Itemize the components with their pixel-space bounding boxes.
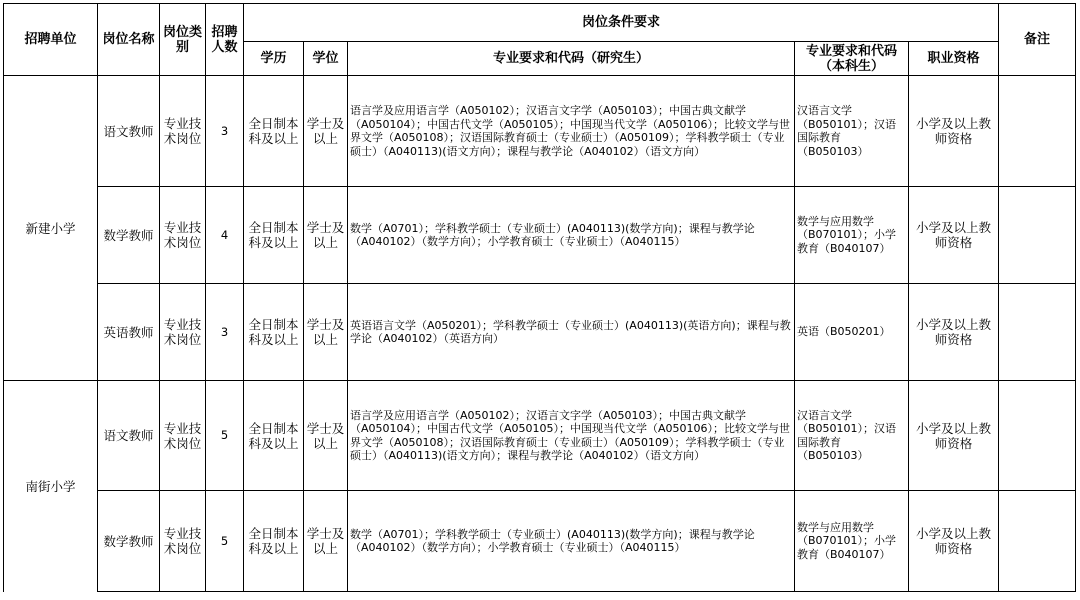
header-major-grad: 专业要求和代码（研究生） — [348, 42, 795, 76]
recruitment-table — [3, 3, 1076, 592]
position-type-cell: 专业技术岗位 — [160, 187, 206, 284]
position-name-cell: 数学教师 — [98, 187, 160, 284]
major-undergrad-cell: 数学与应用数学（B070101）；小学教育（B040107） — [795, 187, 909, 284]
degree-cell: 学士及以上 — [304, 187, 348, 284]
position-name-cell: 语文教师 — [98, 381, 160, 491]
header-hire-count: 招聘人数 — [206, 4, 244, 76]
education-cell: 全日制本科及以上 — [244, 491, 304, 592]
remarks-cell — [999, 381, 1076, 491]
education-cell: 全日制本科及以上 — [244, 381, 304, 491]
major-undergrad-cell: 英语（B050201） — [795, 284, 909, 381]
header-position-name: 岗位名称 — [98, 4, 160, 76]
major-grad-cell: 语言学及应用语言学（A050102）；汉语言文字学（A050103）；中国古典文献学（A050104）；中国古代文学（A050105）；中国现当代文学（A050106）；比较文学与世界文学（A050108）；汉语国际教育硕士（专业硕士）（A050109）；学科教学硕士（专业硕士）（A040113)(语文方向）；课程与教学论（A040102）（语文方向） — [348, 381, 795, 491]
header-conditions: 岗位条件要求 — [244, 4, 999, 42]
position-name-cell: 英语教师 — [98, 284, 160, 381]
major-undergrad-cell: 汉语言文学（B050101）；汉语国际教育（B050103） — [795, 76, 909, 187]
hire-count-cell: 4 — [206, 187, 244, 284]
header-education: 学历 — [244, 42, 304, 76]
hire-count-cell: 3 — [206, 76, 244, 187]
remarks-cell — [999, 491, 1076, 592]
position-type-cell: 专业技术岗位 — [160, 76, 206, 187]
major-grad-cell: 语言学及应用语言学（A050102）；汉语言文字学（A050103）；中国古典文献学（A050104）；中国古代文学（A050105）；中国现当代文学（A050106）；比较文学与世界文学（A050108）；汉语国际教育硕士（专业硕士）（A050109）；学科教学硕士（专业硕士）（A040113)(语文方向）；课程与教学论（A040102）（语文方向） — [348, 76, 795, 187]
degree-cell: 学士及以上 — [304, 76, 348, 187]
degree-cell: 学士及以上 — [304, 381, 348, 491]
table-row — [4, 381, 1076, 491]
header-qualification: 职业资格 — [909, 42, 999, 76]
remarks-cell — [999, 284, 1076, 381]
qualification-cell: 小学及以上教师资格 — [909, 491, 999, 592]
major-undergrad-cell: 数学与应用数学（B070101）；小学教育（B040107） — [795, 491, 909, 592]
unit-cell: 新建小学 — [4, 76, 98, 381]
table-row — [4, 491, 1076, 592]
major-grad-cell: 数学（A0701）；学科教学硕士（专业硕士）(A040113)(数学方向)；课程与教学论（A040102）（数学方向）；小学教育硕士（专业硕士）（A040115） — [348, 187, 795, 284]
education-cell: 全日制本科及以上 — [244, 187, 304, 284]
education-cell: 全日制本科及以上 — [244, 284, 304, 381]
major-grad-cell: 英语语言文学（A050201）；学科教学硕士（专业硕士）(A040113)(英语方向)；课程与教学论（A040102）（英语方向） — [348, 284, 795, 381]
major-undergrad-cell: 汉语言文学（B050101）；汉语国际教育（B050103） — [795, 381, 909, 491]
table-row — [4, 284, 1076, 381]
degree-cell: 学士及以上 — [304, 284, 348, 381]
unit-cell: 南街小学 — [4, 381, 98, 592]
qualification-cell: 小学及以上教师资格 — [909, 381, 999, 491]
table-row — [4, 187, 1076, 284]
position-type-cell: 专业技术岗位 — [160, 284, 206, 381]
hire-count-cell: 3 — [206, 284, 244, 381]
header-degree: 学位 — [304, 42, 348, 76]
table-row — [4, 76, 1076, 187]
position-name-cell: 语文教师 — [98, 76, 160, 187]
qualification-cell: 小学及以上教师资格 — [909, 284, 999, 381]
remarks-cell — [999, 76, 1076, 187]
position-type-cell: 专业技术岗位 — [160, 381, 206, 491]
header-unit: 招聘单位 — [4, 4, 98, 76]
remarks-cell — [999, 187, 1076, 284]
qualification-cell: 小学及以上教师资格 — [909, 76, 999, 187]
header-remarks: 备注 — [999, 4, 1076, 76]
position-type-cell: 专业技术岗位 — [160, 491, 206, 592]
education-cell: 全日制本科及以上 — [244, 76, 304, 187]
degree-cell: 学士及以上 — [304, 491, 348, 592]
header-major-undergrad: 专业要求和代码（本科生） — [795, 42, 909, 76]
position-name-cell: 数学教师 — [98, 491, 160, 592]
header-position-type: 岗位类别 — [160, 4, 206, 76]
qualification-cell: 小学及以上教师资格 — [909, 187, 999, 284]
major-grad-cell: 数学（A0701）；学科教学硕士（专业硕士）(A040113)(数学方向)；课程与教学论（A040102）（数学方向）；小学教育硕士（专业硕士）（A040115） — [348, 491, 795, 592]
header-row-1 — [4, 4, 1076, 42]
hire-count-cell: 5 — [206, 491, 244, 592]
hire-count-cell: 5 — [206, 381, 244, 491]
